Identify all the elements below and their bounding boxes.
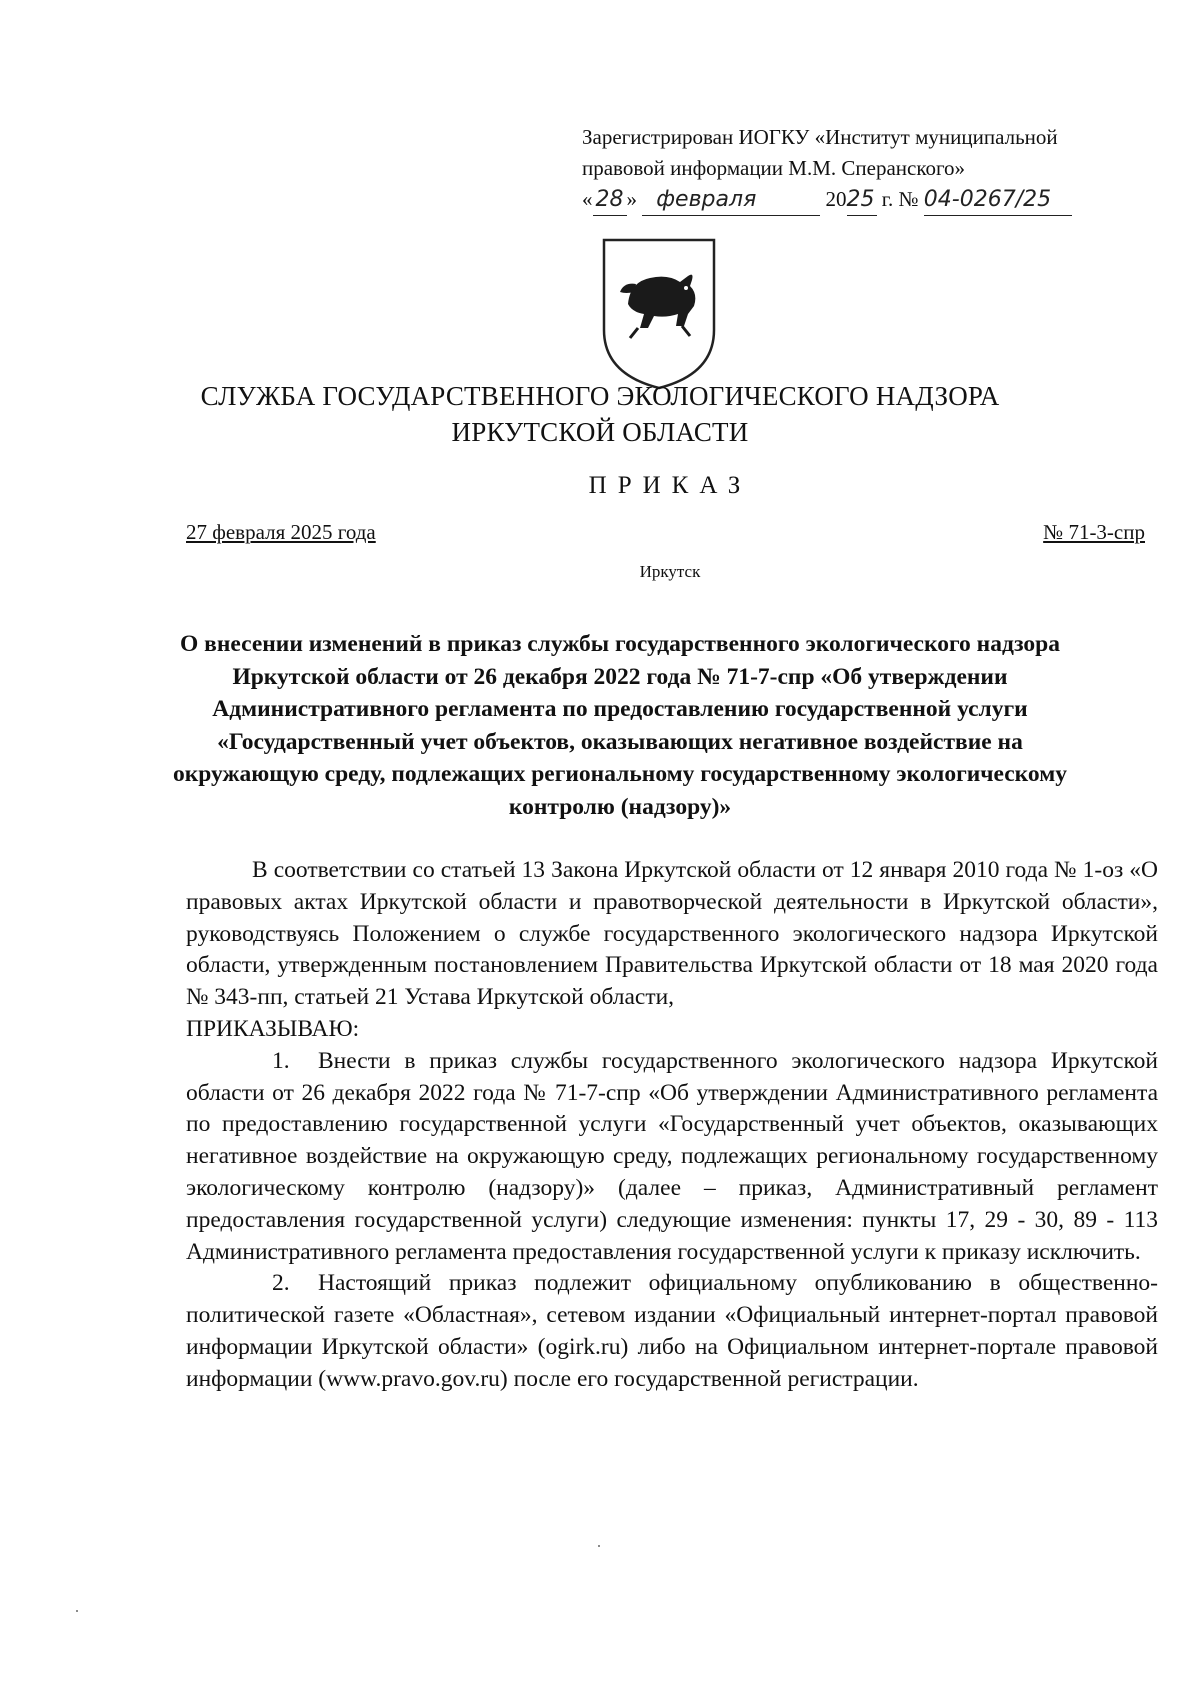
organization-name xyxy=(0,378,1200,450)
document-heading: О внесении изменений в приказ службы государственного экологического надзора Иркутской области от 26 декабря 2022 года № 71-7-спр «Об утверждении Административного регламента по предоставлению государственной услуги «Государственный учет объектов, оказывающих негативное воздействие на окружающую среду, подлежащих региональному государственному экологическому контролю (надзору)» xyxy=(173,631,1067,820)
order-word: ПРИКАЗЫВАЮ: xyxy=(186,1015,360,1042)
order-item-number: 2. xyxy=(272,1270,290,1297)
registration-line-2: правовой информации М.М. Сперанского» xyxy=(582,156,966,180)
document-body xyxy=(186,855,1158,1396)
order-item-text: Настоящий приказ подлежит официальному опубликованию в общественно-политической газете «Областная», сетевом издании «Официальный интернет-портал правовой информации Иркутской области» (ogirk.ru) либо на Официальном интернет-портале правовой информации (www.pravo.gov.ru) после его государственной регистрации. xyxy=(186,1270,1158,1392)
preamble-paragraph: В соответствии со статьей 13 Закона Иркутской области от 12 января 2010 года № 1-оз «О правовых актах Иркутской области и правотворческой деятельности в Иркутской области», руководствуясь Положением о службе государственного экологического надзора Иркутской области, утвержденным постановлением Правительства Иркутской области от 18 мая 2020 года № 343-пп, статьей 21 Устава Иркутской области, xyxy=(186,857,1158,1011)
order-item-text: Внести в приказ службы государственного экологического надзора Иркутской области от 26 декабря 2022 года № 71-7-спр «Об утверждении Административного регламента по предоставлению государственной услуги «Государственный учет объектов, оказывающих негативное воздействие на окружающую среду, подлежащих региональному государственному экологическому контролю (надзору)» (далее – приказ, Административный регламент предоставления государственной услуги) следующие изменения: пункты 17, 29 - 30, 89 - 113 Административного регламента предоставления государственной услуги к приказу исключить. xyxy=(186,1047,1158,1265)
irkutsk-coat-of-arms-icon xyxy=(598,234,720,394)
registration-month: февраля xyxy=(642,184,820,216)
order-item-2 xyxy=(186,1268,1158,1395)
registration-year-suffix: 25 xyxy=(847,184,877,216)
scan-speck xyxy=(598,1545,600,1547)
document-date: 27 февраля 2025 года xyxy=(186,520,376,544)
scan-speck xyxy=(76,1610,78,1612)
registration-line-3: « 28 » февраля 2025 г. № 04-0267/25 xyxy=(582,184,1142,218)
registration-number: 04-0267/25 xyxy=(924,184,1072,216)
registration-year-prefix: 20 xyxy=(825,187,847,211)
order-item-1 xyxy=(186,1046,1158,1269)
registration-year-label: г. № xyxy=(881,187,919,211)
document-number: № 71-3-спр xyxy=(1043,520,1145,544)
organization-line-1: СЛУЖБА ГОСУДАРСТВЕННОГО ЭКОЛОГИЧЕСКОГО НАДЗОРА xyxy=(200,381,1000,411)
registration-stamp xyxy=(582,122,1142,218)
order-item-number: 1. xyxy=(272,1047,290,1074)
organization-line-2: ИРКУТСКОЙ ОБЛАСТИ xyxy=(451,417,749,447)
registration-line-1: Зарегистрирован ИОГКУ «Институт муниципальной xyxy=(582,125,1058,149)
document-type: ПРИКАЗ xyxy=(588,472,752,499)
registration-day: 28 xyxy=(593,184,627,216)
document-city: Иркутск xyxy=(639,562,701,581)
